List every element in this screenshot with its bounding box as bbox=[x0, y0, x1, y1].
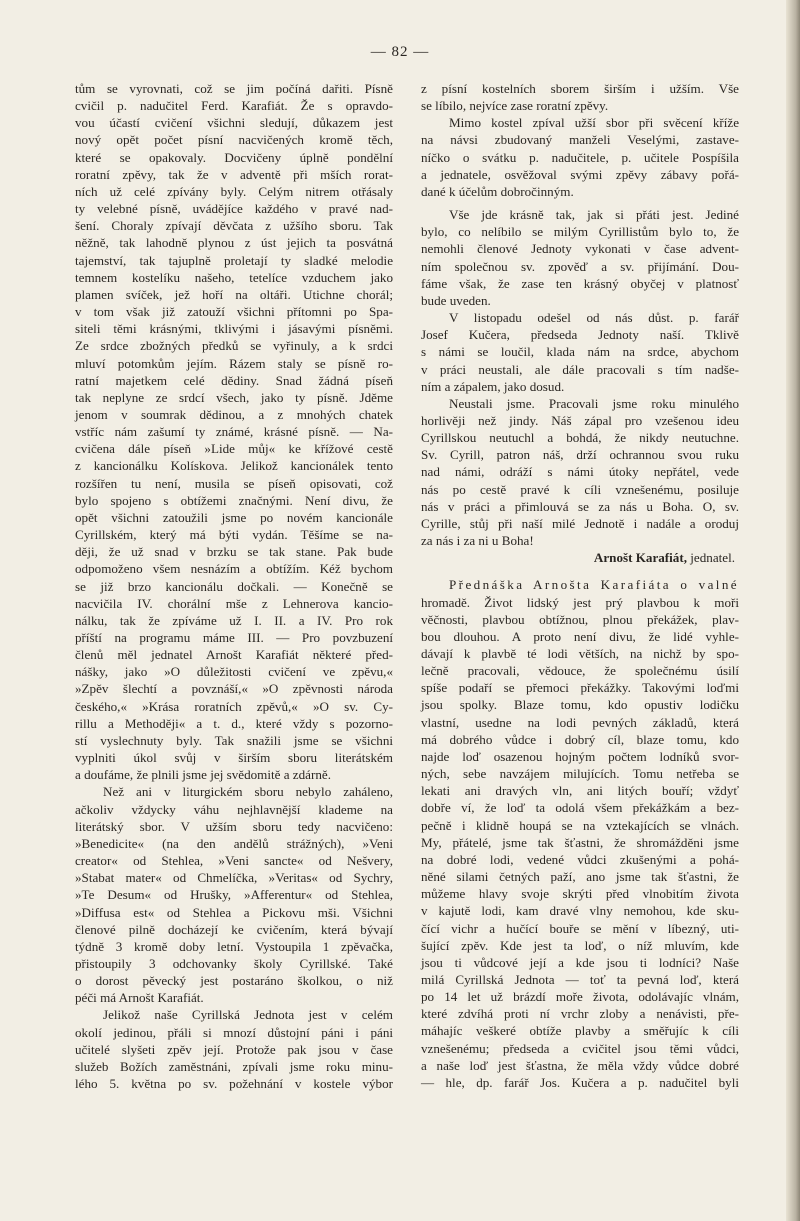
text-line: za nás i za ni u Boha! bbox=[421, 533, 534, 549]
text-line: něné silami četných paží, ano jsme tak šťastni, že bbox=[421, 869, 739, 885]
text-line: tak neplyne ze srdcí všech, jako ty písně. Jděme bbox=[75, 389, 393, 405]
text-line: rillu a Methoději« a t. d., které vždy s pozorno- bbox=[75, 715, 393, 731]
text-line: Než ani v liturgickém sboru nebylo zaháleno, bbox=[103, 784, 393, 800]
text-line: Mimo kostel zpíval užší sbor při svěcení kříže bbox=[449, 115, 739, 131]
text-line: jsou spolky. Blaze tomu, kdo opustiv lodičku bbox=[421, 697, 739, 713]
text-line: nacvičila IV. chorální mše z Lehnerova kancio- bbox=[75, 595, 393, 611]
text-line: ním a zápalem, jako dosud. bbox=[421, 378, 565, 394]
text-line: ratní majetkem celé dědiny. Snad žádná píseň bbox=[75, 372, 393, 388]
text-line: českého,« »Krása roratních zpěvů,« »O sv. Cy- bbox=[75, 698, 393, 714]
text-line: a jednatele, osvěžoval svými zpěvy zábavy pořá- bbox=[421, 166, 739, 182]
text-line: vou účastí cvičení všichni sledují, důkazem jest bbox=[75, 115, 393, 131]
lecture-section bbox=[421, 576, 739, 1091]
text-line: Cyrille, stůj při naší milé Jednotě i nadále a oroduj bbox=[421, 515, 739, 531]
text-line: vyplniti úkol svůj v širším sboru literátském bbox=[75, 750, 393, 766]
text-line: dávají k plavbě té lodi větších, na nichž by spo- bbox=[421, 646, 739, 661]
text-line: členové pilně docházejí ke cvičením, která bývají bbox=[75, 921, 393, 937]
text-line: Vše jde krásně tak, jak si přáti jest. Jediné bbox=[449, 207, 739, 223]
text-line: creator« od Stehlea, »Veni sancte« od Nešvery, bbox=[75, 853, 393, 869]
text-line: nás v práci a přimlouvá se za nás u Boha. O, sv. bbox=[421, 498, 739, 514]
text-line: ních už celé zpívány byly. Celým nitrem otřásaly bbox=[75, 183, 393, 199]
text-line: tajemství, tak tajuplně proletají ty sladké melodie bbox=[75, 252, 393, 268]
text-line: bylo spojeno s obtížemi značnými. Není divu, že bbox=[75, 492, 393, 508]
text-line: fáme však, že zase ten krásný obyčej v platnosť bbox=[421, 275, 739, 291]
text-line: najde loď osazenou hojným počtem lodníků svor- bbox=[421, 748, 739, 764]
text-line: ty velebné písně, uvádějíce každého v pravé nad- bbox=[75, 201, 393, 217]
text-line: bude uveden. bbox=[421, 292, 491, 308]
text-line: ných, sebe navzájem milujících. Tomu netřeba se bbox=[421, 766, 739, 782]
text-line: se již brzo kancionálu dočkali. — Konečně se bbox=[75, 578, 393, 594]
text-line: temnem kostelíku našeho, tetelíce vzduchem jako bbox=[75, 269, 393, 285]
text-line: a doufáme, že plnili jsme jej svědomitě a zdárně. bbox=[75, 767, 331, 783]
text-line: cvičil p. nadučitel Ferd. Karafiát. Že s opravdo- bbox=[75, 98, 393, 114]
text-line: nás po cestě pravé k cíli vznešenému, posiluje bbox=[421, 481, 739, 497]
paragraph bbox=[421, 114, 739, 200]
text-line: jenom v soumrak dědinou, a z mnohých chatek bbox=[75, 406, 393, 422]
text-line: mluví potomkům jejím. Rázem staly se písně ro- bbox=[75, 355, 393, 371]
text-line: péči má Arnošt Karafiát. bbox=[75, 990, 204, 1006]
text-line: »Zpěv šlechtí a povznáší,« »O zpěvnosti národa bbox=[75, 681, 393, 697]
text-line: Neustali jsme. Pracovali jsme roku minulého bbox=[449, 395, 739, 411]
text-line: v práci neustali, ale dále pracovali s tím nadše- bbox=[421, 361, 739, 377]
text-line: lečně pracovali, vědouce, že společnému úsilí bbox=[421, 663, 739, 679]
text-line: v kajutě lodi, kam dravé vlny nemohou, kde sku- bbox=[421, 903, 739, 919]
text-line: odpomoženo všem nesnázím a obtížím. Kéž bychom bbox=[75, 561, 393, 577]
text-line: My, přátelé, jsme tak šťastni, že shromážděni jsme bbox=[421, 834, 739, 850]
lecture-heading: Přednáška Arnošta Karafiáta o valné bbox=[449, 577, 739, 593]
text-line: z písní kostelních sborem širším i užším. Vše bbox=[421, 81, 739, 96]
page-number: — 82 — bbox=[370, 44, 430, 60]
text-line: šení. Choraly zpívají děvčata z užšího sboru. Tak bbox=[75, 218, 393, 234]
paragraph bbox=[421, 80, 739, 114]
text-line: literátský sbor. V užším sboru tedy nacvičeno: bbox=[75, 818, 393, 834]
text-line: Josef Kučera, předseda Jednoty naší. Tklivě bbox=[421, 327, 739, 343]
text-line: se líbilo, nejvíce zase roratní zpěvy. bbox=[421, 98, 609, 114]
text-line: stí vyslechnuty byly. Tak snažili jsme se všichni bbox=[75, 732, 393, 748]
paragraph bbox=[75, 80, 393, 783]
text-line: něžně, tak lahodně plynou z úst jejich ta posvátná bbox=[75, 235, 393, 251]
text-line: týdně 3 kromě doby letní. Vystoupila 1 zpěvačka, bbox=[75, 938, 393, 954]
text-line: s námi se loučil, klada nám na srdce, abychom bbox=[421, 344, 739, 360]
text-line: vznešenému; předseda a cvičitel jsou těmi vůdci, bbox=[421, 1040, 739, 1056]
text-line: z kancionálku Kolískova. Jelikož kancionálek tento bbox=[75, 458, 393, 474]
paragraph bbox=[75, 783, 393, 1006]
paragraph bbox=[421, 206, 739, 309]
text-line: přistoupily 3 odchovanky školy Cyrillské. Také bbox=[75, 955, 393, 971]
text-line: lekati ani dravých vln, ani litých bouří; vždyť bbox=[421, 783, 739, 799]
text-line: »Stabat mater« od Chmelíčka, »Veritas« od Sychry, bbox=[75, 870, 393, 886]
paragraph bbox=[75, 1006, 393, 1092]
text-line: čící vichr a hučící bouře se mění v líbezný, uti- bbox=[421, 920, 739, 936]
text-line: na dobré lodi, vedené vůdci zkušenými a pohá- bbox=[421, 851, 739, 867]
text-line: bylo, co nelíbilo se milým Cyrillistům bylo to, že bbox=[421, 224, 739, 240]
text-line: níčko o svátku p. nadučitele, p. učitele Pospíšila bbox=[421, 149, 739, 165]
text-line: vlastní, usedne na lodi pevných základů, která bbox=[421, 714, 739, 730]
right-column bbox=[421, 80, 739, 1091]
text-line: nemohli členové Jednoty vykonati v čase advent- bbox=[421, 241, 739, 257]
scan-page-edge bbox=[786, 0, 800, 1221]
text-line: spíše podaří se přemoci překážky. Takovými loďmi bbox=[421, 680, 739, 696]
text-line: roratní zpěvy, tak že v adventě při mších rorat- bbox=[75, 166, 393, 182]
text-line: »Benedicite« (na den andělů strážných), »Veni bbox=[75, 835, 393, 851]
text-line: bou dlouhou. A proto není divu, že lidé vyhle- bbox=[421, 628, 739, 644]
text-line: dané k účelům dobročinným. bbox=[421, 183, 574, 199]
text-line: máhajíc veškeré obtíže plavby a směřujíc k cíli bbox=[421, 1023, 739, 1039]
text-line: ačkoliv vždycky váhu nejhlavnější klademe na bbox=[75, 801, 393, 817]
text-line: ději, že už snad v brzku se tak stane. Pak bude bbox=[75, 544, 393, 560]
text-line: hromadě. Život lidský jest prý plavbou k moři bbox=[421, 594, 739, 610]
text-line: Cyrillskou neutuchl a bohdá, že nikdy neutuchne. bbox=[421, 430, 739, 446]
text-line: Jelikož naše Cyrillská Jednota jest v celém bbox=[103, 1007, 393, 1023]
text-line: v tom však již zatouží všichni přítomni po Spa- bbox=[75, 304, 393, 320]
text-line: o dorost pěvecký jest postaráno školkou, o niž bbox=[75, 973, 393, 989]
text-line: siteli těmi krásnými, tklivými i jásavými písněmi. bbox=[75, 321, 393, 337]
text-line: po 14 let už brázdí moře života, odolávajíc vlnám, bbox=[421, 989, 739, 1005]
text-line: plamen svíček, jež hoří na oltáři. Utichne chorál; bbox=[75, 286, 393, 302]
text-line: věčnosti, plavbou obtížnou, plnou překážek, plav- bbox=[421, 611, 739, 627]
signature-name: Arnošt Karafiát, bbox=[593, 550, 687, 566]
text-line: učitelé slyšeti zpěv její. Protože pak jsou v čase bbox=[75, 1041, 393, 1057]
text-line: dobře ví, že loď ta odolá všem překážkám a bez- bbox=[421, 800, 739, 816]
text-line: nášky, jako »O důležitosti cvičení ve zpěvu,« bbox=[75, 664, 393, 680]
text-line: horlivěji než jindy. Náš zápal pro vzešenou ideu bbox=[421, 412, 739, 428]
text-line: služeb Božích zaměstnáni, zpívali jsme roku minu- bbox=[75, 1058, 393, 1074]
text-line: cvičena dále píseň »Lide můj« ke křížové cestě bbox=[75, 441, 393, 457]
paragraph bbox=[421, 395, 739, 549]
paragraph bbox=[421, 309, 739, 395]
text-line: na návsi zbudovaný manželi Veselými, zastave- bbox=[421, 132, 739, 148]
text-line: příští na programu máme III. — Pro povzbuzení bbox=[75, 630, 393, 645]
text-line: vstříc nám zašumí ty známé, krásné písně. — Na- bbox=[75, 424, 393, 440]
text-line: ním společnou sv. zpověď a sv. přijímání. Dou- bbox=[421, 258, 739, 274]
text-line: nový opět počet písní nacvičených kromě těch, bbox=[75, 132, 393, 148]
text-line: můžeme hlavy svoje skrýti před vlnobitím života bbox=[421, 886, 739, 902]
text-line: »Diffusa est« od Stehlea a Pickovu mši. Všichni bbox=[75, 904, 393, 920]
text-line: »Te Desum« od Hrušky, »Afferentur« od Stehlea, bbox=[75, 887, 393, 903]
text-line: opět všichni zatoužili jsme po novém kancionále bbox=[75, 509, 393, 525]
text-line: a naše loď jest šťastna, že měla vždy vůdce dobré bbox=[421, 1057, 739, 1073]
text-line: jsou ti vůdcové její a kde jsou ti lodníci? Naše bbox=[421, 954, 739, 970]
text-line: tům se vyrovnati, což se jim počíná dařiti. Písně bbox=[75, 81, 393, 96]
signature bbox=[421, 549, 739, 566]
signature-role: jednatel. bbox=[690, 550, 735, 566]
text-line: nálku, tak že zpíváme už I. II. a IV. Pro rok bbox=[75, 612, 393, 628]
text-line: — hle, dp. farář Jos. Kučera a p. nadučitel byli bbox=[421, 1074, 739, 1090]
text-line: rozšířen tu není, musila se píseň opisovati, což bbox=[75, 475, 393, 491]
text-line: okolí jedinou, přáli si mnozí důstojní páni i páni bbox=[75, 1024, 393, 1040]
text-line: milá Cyrillská Jednota — toť ta pevná loď, která bbox=[421, 971, 739, 987]
text-line: Sv. Cyrill, patron náš, drží ochrannou svou ruku bbox=[421, 447, 739, 463]
text-line: které se opakovaly. Docvičeny úplně pondělní bbox=[75, 149, 393, 165]
text-line: nad námi, odráží s námi útoky nepřátel, vede bbox=[421, 464, 739, 480]
left-column bbox=[75, 80, 393, 1092]
text-line: Cyrillském, který má býti vydán. Těšíme se na- bbox=[75, 527, 393, 543]
text-line: které zdvíhá proti ní vrchr zloby a nenávisti, pře- bbox=[421, 1006, 739, 1022]
text-line: členů měl jednatel Arnošt Karafiát některé před- bbox=[75, 647, 393, 663]
text-line: má dobrého vůdce i dobrý cíl, blaze tomu, kdo bbox=[421, 731, 739, 747]
text-line: Ze srdce zbožných předků se vyřinuly, a k srdci bbox=[75, 338, 393, 354]
text-line: pečně i klidně houpá se na vztekajících se vlnách. bbox=[421, 817, 739, 833]
text-line: šující zpěv. Kde jest ta loď, o níž mluvím, kde bbox=[421, 937, 739, 953]
text-line: lého 5. května po sv. požehnání v kostele výbor bbox=[75, 1076, 393, 1092]
text-line: V listopadu odešel od nás důst. p. farář bbox=[449, 310, 739, 326]
